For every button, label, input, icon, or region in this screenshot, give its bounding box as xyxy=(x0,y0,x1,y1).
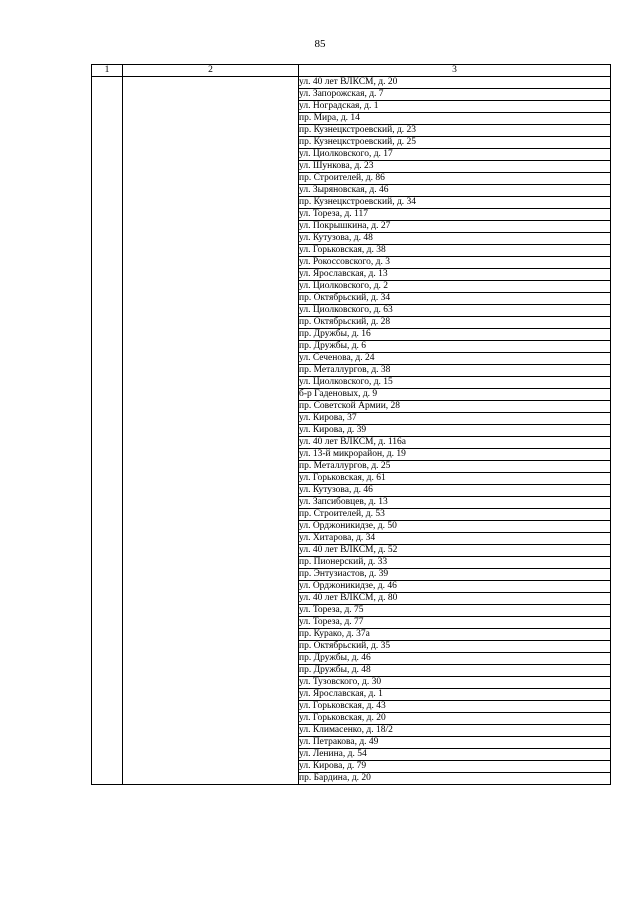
address-cell: ул. 13-й микрорайон, д. 19 xyxy=(299,449,611,461)
address-cell: ул. Тореза, д. 77 xyxy=(299,617,611,629)
address-cell: пр. Октябрьский, д. 34 xyxy=(299,293,611,305)
address-cell: ул. Хитарова, д. 34 xyxy=(299,533,611,545)
column-header-1: 1 xyxy=(92,65,123,77)
address-cell: ул. Рокоссовского, д. 3 xyxy=(299,257,611,269)
column-1-cell xyxy=(92,77,123,785)
address-cell: ул. Покрышкина, д. 27 xyxy=(299,221,611,233)
address-cell: ул. Тореза, д. 117 xyxy=(299,209,611,221)
address-cell: ул. Сеченова, д. 24 xyxy=(299,353,611,365)
address-cell: пр. Энтузиастов, д. 39 xyxy=(299,569,611,581)
column-header-3: 3 xyxy=(299,65,611,77)
address-cell: ул. Кирова, д. 39 xyxy=(299,425,611,437)
address-cell: ул. Циолковского, д. 17 xyxy=(299,149,611,161)
address-cell: ул. Петракова, д. 49 xyxy=(299,737,611,749)
address-cell: ул. Ленина, д. 54 xyxy=(299,749,611,761)
address-cell: ул. Кутузова, д. 46 xyxy=(299,485,611,497)
address-cell: пр. Мира, д. 14 xyxy=(299,113,611,125)
address-cell: ул. Тузовского, д. 30 xyxy=(299,677,611,689)
address-cell: пр. Кузнецкстроевский, д. 23 xyxy=(299,125,611,137)
address-cell: пр. Кузнецкстроевский, д. 34 xyxy=(299,197,611,209)
address-cell: ул. Зыряновская, д. 46 xyxy=(299,185,611,197)
address-cell: пр. Октябрьский, д. 35 xyxy=(299,641,611,653)
address-cell: пр. Советской Армии, 28 xyxy=(299,401,611,413)
address-cell: пр. Дружбы, д. 6 xyxy=(299,341,611,353)
address-cell: ул. Циолковского, д. 2 xyxy=(299,281,611,293)
address-cell: ул. Кирова, д. 79 xyxy=(299,761,611,773)
address-cell: пр. Пионерский, д. 33 xyxy=(299,557,611,569)
address-cell: пр. Металлургов, д. 25 xyxy=(299,461,611,473)
address-cell: пр. Кузнецкстроевский, д. 25 xyxy=(299,137,611,149)
address-cell: ул. Запсибовцев, д. 13 xyxy=(299,497,611,509)
address-cell: ул. Запорожская, д. 7 xyxy=(299,89,611,101)
address-cell: б-р Гаденовых, д. 9 xyxy=(299,389,611,401)
address-cell: ул. Кутузова, д. 48 xyxy=(299,233,611,245)
address-cell: ул. Ноградская, д. 1 xyxy=(299,101,611,113)
address-cell: ул. Орджоникидзе, д. 50 xyxy=(299,521,611,533)
address-cell: ул. Горьковская, д. 61 xyxy=(299,473,611,485)
address-cell: пр. Дружбы, д. 16 xyxy=(299,329,611,341)
address-cell: ул. Циолковского, д. 15 xyxy=(299,377,611,389)
address-cell: пр. Курако, д. 37а xyxy=(299,629,611,641)
address-cell: ул. Ярославская, д. 1 xyxy=(299,689,611,701)
address-cell: ул. 40 лет ВЛКСМ, д. 20 xyxy=(299,77,611,89)
address-cell: пр. Строителей, д. 53 xyxy=(299,509,611,521)
address-cell: ул. Циолковского, д. 63 xyxy=(299,305,611,317)
address-cell: пр. Октябрьский, д. 28 xyxy=(299,317,611,329)
address-table xyxy=(91,64,611,785)
page-number: 85 xyxy=(314,38,326,50)
address-cell: ул. 40 лет ВЛКСМ, д. 80 xyxy=(299,593,611,605)
address-cell: ул. Горьковская, д. 43 xyxy=(299,701,611,713)
address-cell: ул. Ярославская, д. 13 xyxy=(299,269,611,281)
address-cell: ул. Орджоникидзе, д. 46 xyxy=(299,581,611,593)
address-cell: ул. Шункова, д. 23 xyxy=(299,161,611,173)
address-cell: ул. 40 лет ВЛКСМ, д. 52 xyxy=(299,545,611,557)
address-cell: ул. Климасенко, д. 18/2 xyxy=(299,725,611,737)
address-cell: пр. Металлургов, д. 38 xyxy=(299,365,611,377)
column-2-cell xyxy=(123,77,299,785)
address-cell: ул. Горьковская, д. 20 xyxy=(299,713,611,725)
column-header-2: 2 xyxy=(123,65,299,77)
address-cell: ул. 40 лет ВЛКСМ, д. 116а xyxy=(299,437,611,449)
address-cell: ул. Тореза, д. 75 xyxy=(299,605,611,617)
address-cell: пр. Бардина, д. 20 xyxy=(299,773,611,785)
address-cell: пр. Строителей, д. 86 xyxy=(299,173,611,185)
address-cell: пр. Дружбы, д. 46 xyxy=(299,653,611,665)
table-body xyxy=(92,77,611,785)
table-row xyxy=(92,77,611,89)
address-cell: ул. Горьковская, д. 38 xyxy=(299,245,611,257)
address-cell: ул. Кирова, 37 xyxy=(299,413,611,425)
table-header-row xyxy=(92,65,611,77)
address-cell: пр. Дружбы, д. 48 xyxy=(299,665,611,677)
